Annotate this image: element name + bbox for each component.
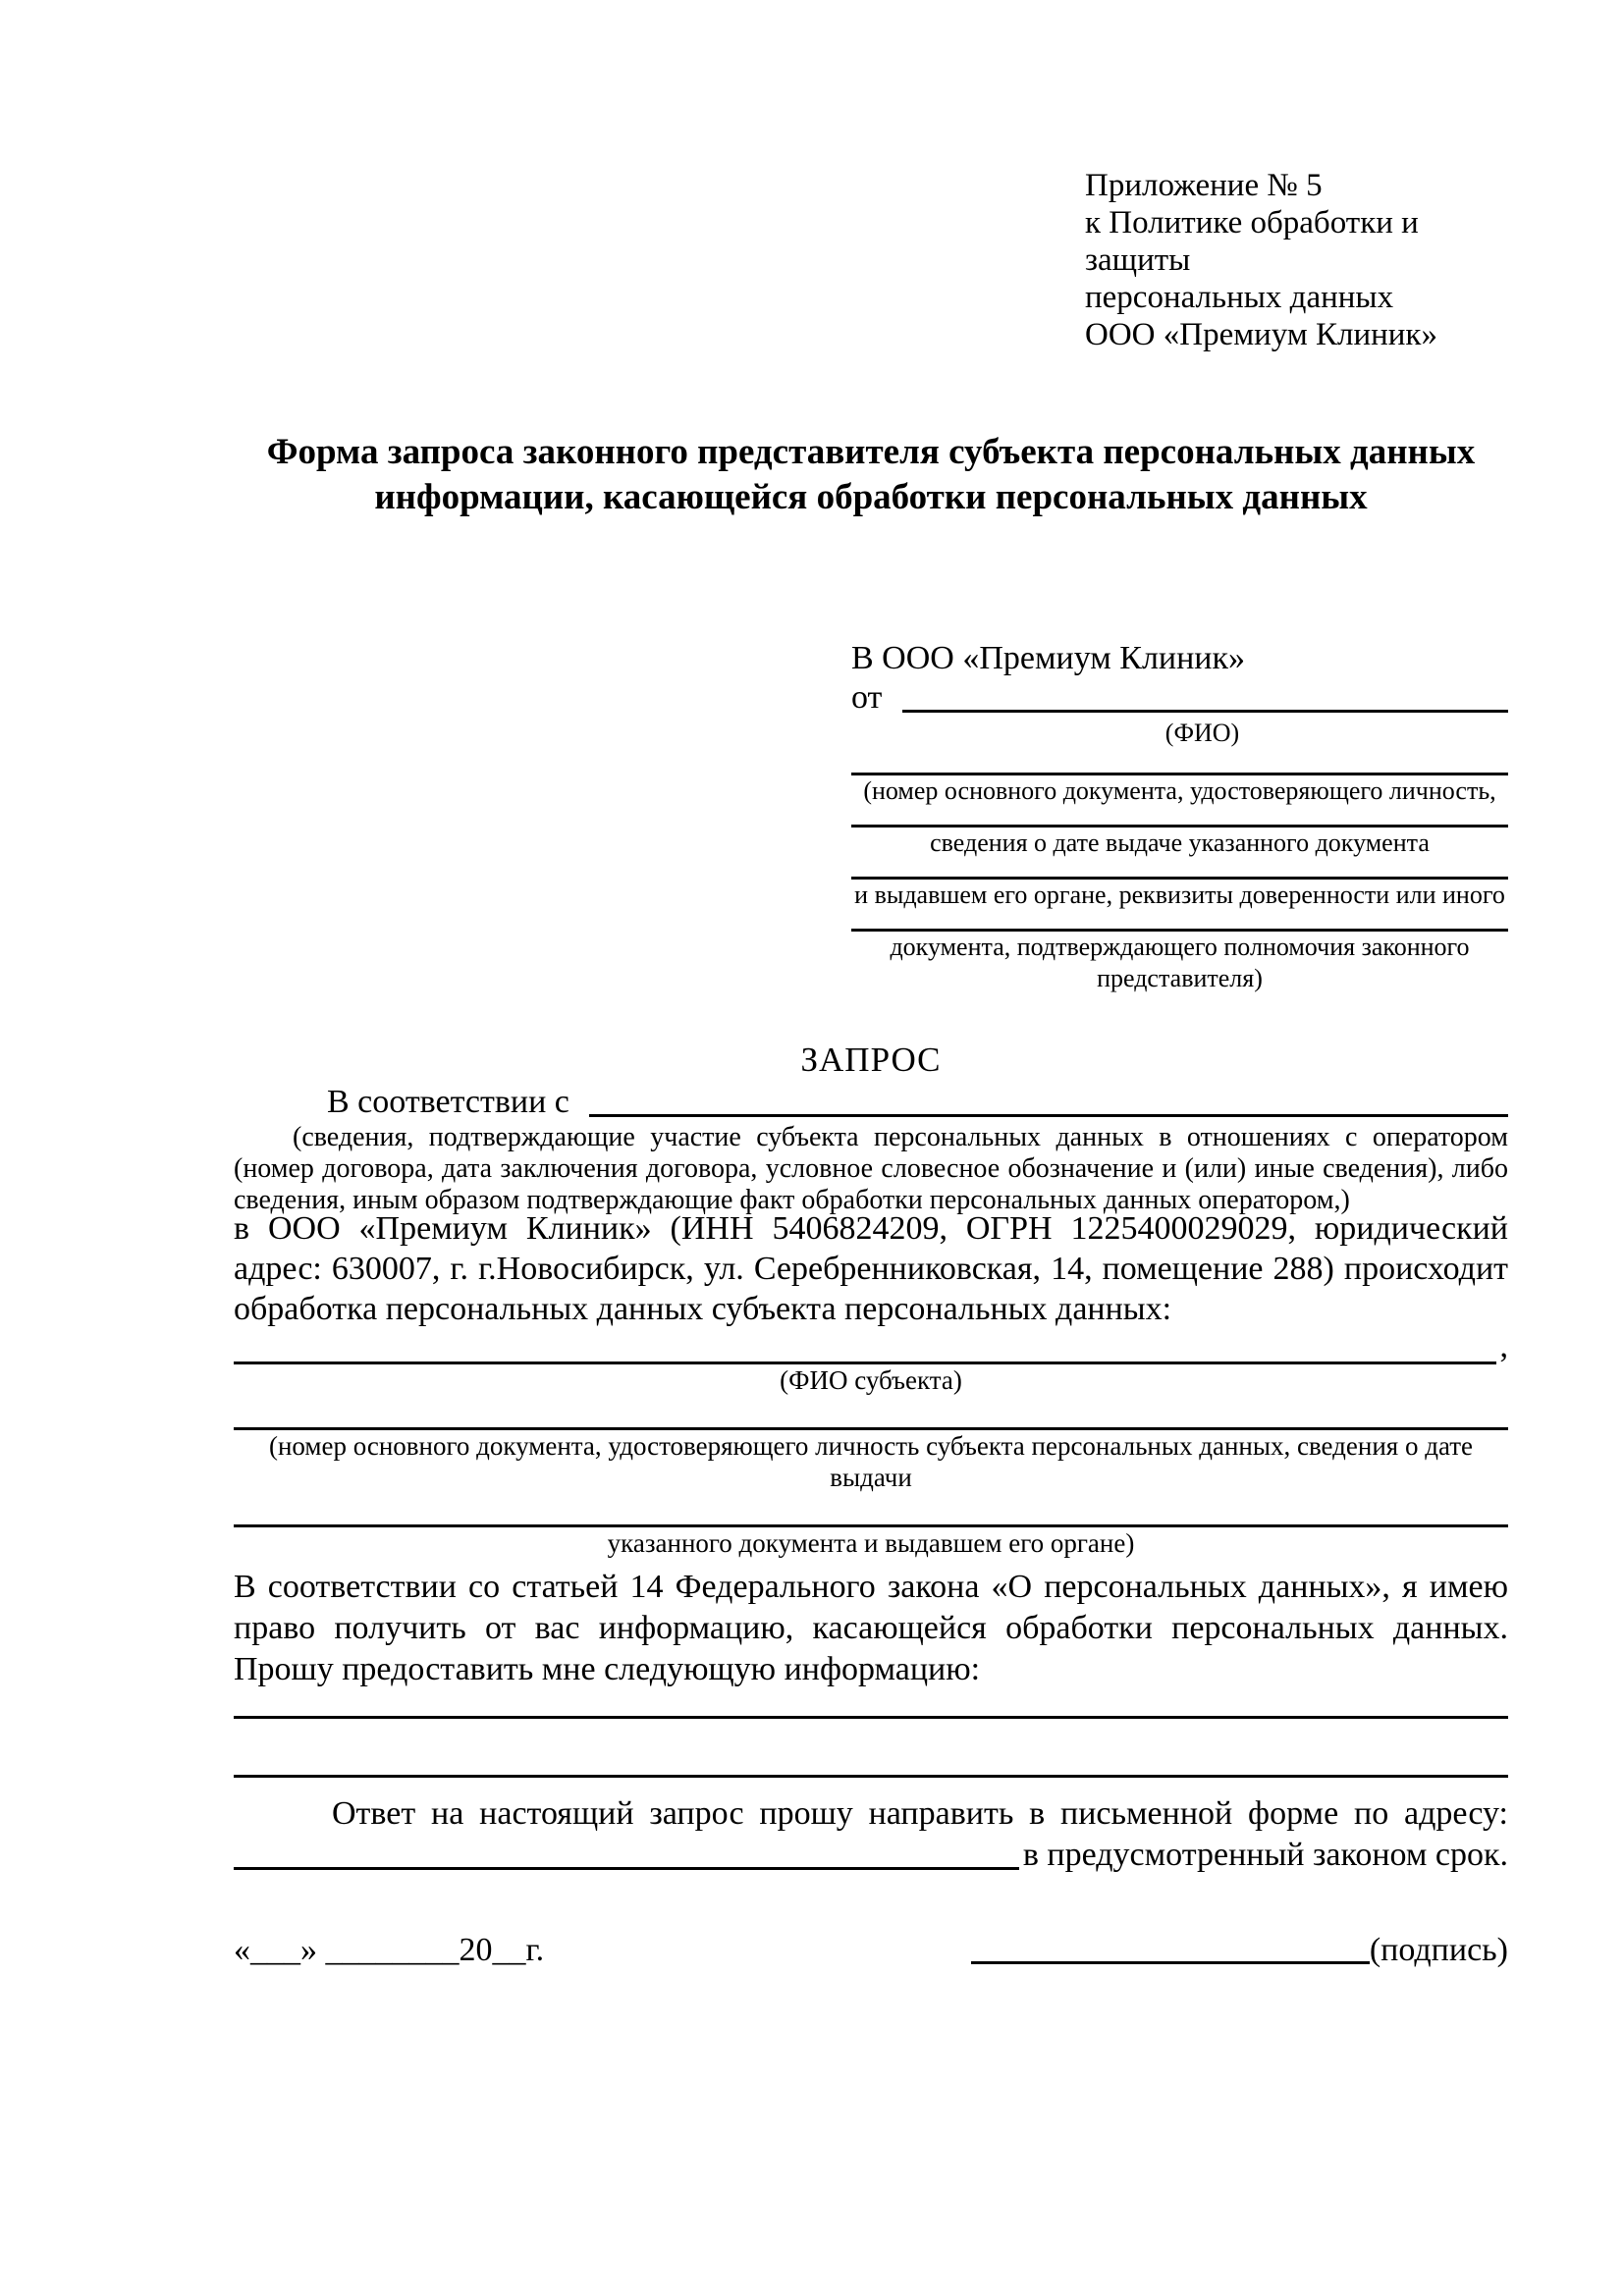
- intro-blank-line: [589, 1083, 1508, 1117]
- signature-caption: (подпись): [1369, 1932, 1508, 1968]
- addressee-block: [851, 639, 1508, 994]
- appendix-block: [1085, 167, 1508, 353]
- reply-address-blank-line: [234, 1867, 1019, 1870]
- intro-row: [234, 1083, 1508, 1122]
- blank-field-line: [851, 755, 1508, 775]
- representative-doc-field: [851, 755, 1508, 807]
- subject-fio-blank-line: [234, 1344, 1496, 1364]
- fio-caption: (ФИО): [1164, 719, 1240, 747]
- answer-blank-line: [234, 1775, 1508, 1778]
- representative-doc-field: [851, 807, 1508, 859]
- appendix-line: к Политике обработки и защиты: [1085, 205, 1419, 278]
- request-heading: ЗАПРОС: [800, 1041, 942, 1079]
- field-caption: (номер основного документа, удостоверяющего личность,: [863, 776, 1496, 805]
- subject-doc-caption: (номер основного документа, удостоверяющего личность субъекта персональных данных, сведения о дате выдачи: [268, 1431, 1474, 1492]
- subject-fio-caption: (ФИО субъекта): [780, 1365, 962, 1395]
- representative-doc-field: [851, 859, 1508, 911]
- addressee-to: В ООО «Премиум Клиник»: [851, 640, 1246, 676]
- addressee-from-row: [851, 678, 1508, 718]
- representative-doc-field: [851, 911, 1508, 994]
- law-paragraph: В соответствии со статьей 14 Федерального закона «О персональных данных», я имею право получить от вас информацию, касающейся обработки персональных данных. Прошу предоставить мне следующую информацию:: [234, 1569, 1508, 1687]
- intro-prefix: В соответствии с: [327, 1084, 578, 1120]
- subject-fio-comma: ,: [1499, 1328, 1508, 1364]
- footer-row: [234, 1930, 1508, 1971]
- blank-field-line: [851, 911, 1508, 932]
- date-line: «___» ________20__г.: [234, 1932, 545, 1968]
- reply-address-row: [234, 1835, 1508, 1876]
- signature-group: [971, 1930, 1508, 1971]
- subject-doc-blank-line: [234, 1410, 1508, 1430]
- appendix-line: ООО «Премиум Клиник»: [1085, 317, 1437, 352]
- subject-fio-row: [234, 1329, 1508, 1364]
- appendix-line: Приложение № 5: [1085, 168, 1323, 203]
- from-label: от: [851, 679, 891, 716]
- blank-field-line: [851, 859, 1508, 880]
- subject-doc-caption: указанного документа и выдавшем его органе): [607, 1528, 1135, 1558]
- appendix-line: персональных данных: [1085, 280, 1394, 315]
- reply-suffix: в предусмотренный законом срок.: [1022, 1837, 1508, 1873]
- field-caption: и выдавшем его органе, реквизиты доверенности или иного: [854, 881, 1505, 909]
- answer-blank-line: [234, 1716, 1508, 1719]
- field-caption: сведения о дате выдаче указанного документа: [930, 828, 1430, 857]
- subject-doc-blank-line: [234, 1507, 1508, 1527]
- intro-caption: (сведения, подтверждающие участие субъекта персональных данных в отношениях с оператором (номер договора, дата заключения договора, условное словесное обозначение и (или) иные сведения), либо сведения, иным образом подтверждающие факт обработки персональных данных оператором,): [234, 1122, 1508, 1215]
- reply-paragraph: Ответ на настоящий запрос прошу направить в письменной форме по адресу:: [332, 1795, 1508, 1832]
- operator-paragraph: в ООО «Премиум Клиник» (ИНН 5406824209, ОГРН 1225400029029, юридический адрес: 630007, г. г.Новосибирск, ул. Серебренниковская, 14, помещение 288) происходит обработка персональных данных субъекта персональных данных:: [234, 1210, 1508, 1327]
- field-caption: документа, подтверждающего полномочия законного представителя): [890, 933, 1470, 992]
- document-title: Форма запроса законного представителя субъекта персональных данных информации, касающейся обработки персональных данных: [266, 432, 1476, 517]
- blank-field-line: [851, 807, 1508, 828]
- from-blank-line: [902, 678, 1508, 713]
- signature-blank-line: [971, 1961, 1370, 1964]
